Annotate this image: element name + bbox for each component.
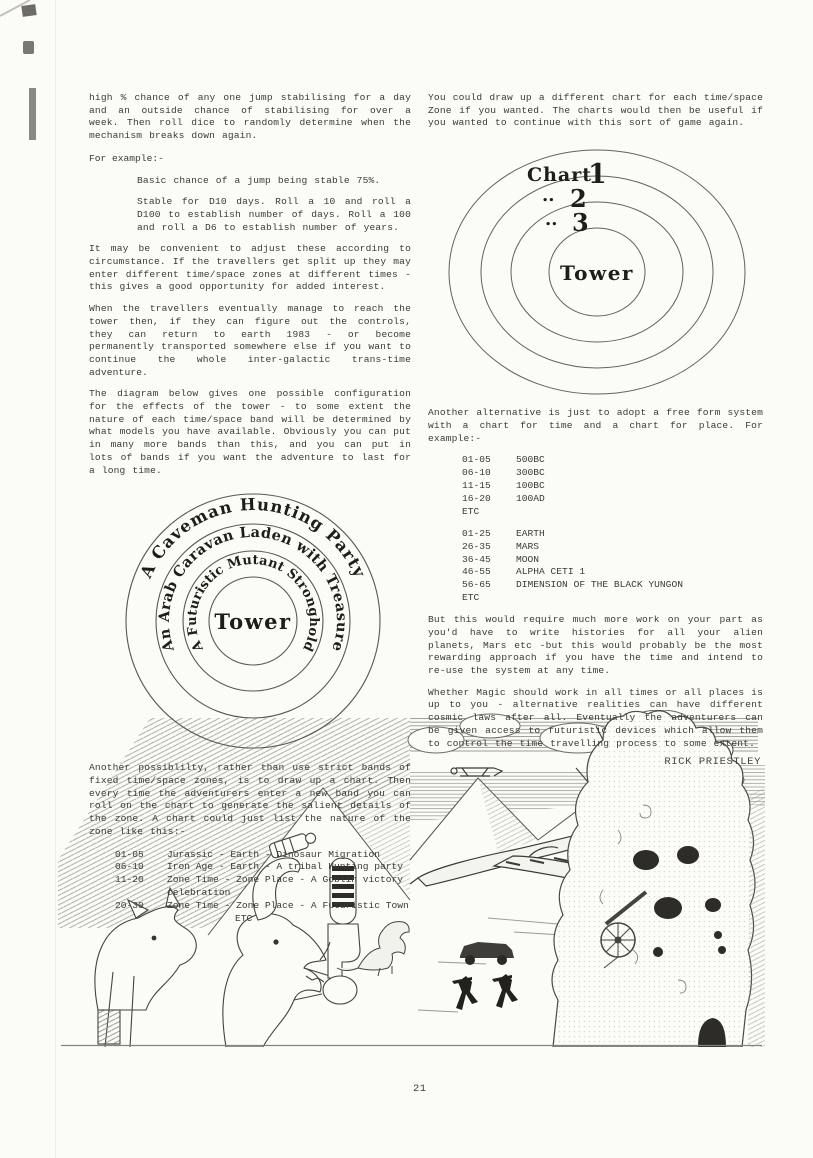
zone-desc: Iron Age - Earth - A tribal Hunting party bbox=[167, 861, 404, 873]
roll-range: 26-35 bbox=[462, 540, 491, 552]
chart-ring2-num: 2 bbox=[570, 184, 587, 214]
example-item: Basic chance of a jump being stable 75%. bbox=[137, 174, 381, 186]
right-column bbox=[428, 92, 763, 768]
time-chart-list bbox=[428, 454, 763, 519]
left-column bbox=[89, 92, 411, 926]
chart-outer-num: 1 bbox=[588, 159, 607, 191]
etc-label: ETC bbox=[462, 592, 480, 604]
roll-range: 56-65 bbox=[462, 579, 491, 591]
for-example-label: For example:- bbox=[89, 152, 164, 164]
place-value: MOON bbox=[516, 553, 540, 565]
margin-mark bbox=[23, 41, 34, 54]
time-value: 300BC bbox=[516, 467, 545, 479]
chart-center-label: Tower bbox=[560, 261, 634, 286]
etc-label: ETC bbox=[462, 505, 480, 517]
scan-fold-line bbox=[55, 0, 56, 1158]
list-item bbox=[428, 454, 763, 467]
ground-lines bbox=[418, 918, 578, 1012]
list-item bbox=[89, 849, 411, 862]
paragraph: You could draw up a different chart for each time/space Zone if you wanted. The charts would then be useful if you wanted to continue with this sort of game again. bbox=[428, 92, 763, 129]
roll-range: 36-45 bbox=[462, 553, 491, 565]
chart-rings-diagram bbox=[442, 146, 752, 398]
paragraph: Another possiblilty, rather than use strict bands of fixed time/space zones, is to draw up a chart. Then every time the adventurers enter a new band you can roll on the chart to generate the salient details of the zone. A chart could just list the nature of the zone like this:- bbox=[89, 762, 411, 837]
roll-range: 06-10 bbox=[115, 861, 144, 873]
paragraph: The diagram below gives one possible configuration for the effects of the tower - to some extent the nature of each time/space band will be determined by what models you have available. Obviously you can put in many more bands than this, and you can put in lots of bands if you want the adventure to last for a long time. bbox=[89, 388, 411, 476]
roll-range: 46-55 bbox=[462, 566, 491, 578]
band-inner-label: A Futuristic Mutant Stronghold bbox=[184, 553, 322, 654]
list-item bbox=[428, 467, 763, 480]
zone-desc: Jurassic - Earth - Dinosaur Migration bbox=[167, 848, 381, 860]
time-value: 100AD bbox=[516, 492, 545, 504]
svg-text:A Futuristic Mutant Stronghold bbox=[185, 553, 321, 655]
zone-chart-list bbox=[89, 849, 411, 926]
roll-range: 11-20 bbox=[115, 874, 144, 886]
list-item bbox=[428, 493, 763, 506]
list-item bbox=[428, 579, 763, 592]
corner-pencil-mark bbox=[0, 0, 40, 20]
list-item bbox=[428, 566, 763, 579]
roll-range: 06-10 bbox=[462, 467, 491, 479]
list-item bbox=[428, 528, 763, 541]
roll-range: 01-25 bbox=[462, 527, 491, 539]
paragraph: It may be convenient to adjust these according to circumstance. If the travellers get split up they may enter different time/space zones at different times -this gives a good opportunity for added interest. bbox=[89, 243, 411, 293]
place-value: ALPHA CETI 1 bbox=[516, 566, 586, 578]
place-value: DIMENSION OF THE BLACK YUNGON bbox=[516, 579, 683, 591]
place-value: MARS bbox=[516, 540, 540, 552]
roll-range: 20-30 bbox=[115, 900, 144, 912]
paragraph: Another alternative is just to adopt a free form system with a chart for time and a chart for place. For example:- bbox=[428, 407, 763, 444]
chart-outer-label: Chart bbox=[527, 164, 593, 187]
time-value: 100BC bbox=[516, 480, 545, 492]
time-space-band-diagram bbox=[113, 483, 393, 753]
author-byline: RICK PRIESTLEY bbox=[664, 756, 761, 769]
list-item bbox=[428, 480, 763, 493]
chart-ring3-num: 3 bbox=[572, 208, 589, 238]
time-value: 500BC bbox=[516, 454, 545, 466]
paragraph: When the travellers eventually manage to reach the tower then, if they can figure out the controls, they can return to earth 1983 - or become permanently transported somewhere else if you want to continue the whole inter-galactic trans-time adventure. bbox=[89, 303, 411, 378]
paragraph: Whether Magic should work in all times or all places is up to you - alternative realities can have different cosmic laws after all. Eventually the adventurers can be given access to futuristic devices which allow them to control the time travelling process to some extent. bbox=[428, 686, 763, 749]
margin-mark bbox=[29, 88, 36, 140]
place-chart-list bbox=[428, 528, 763, 605]
paragraph: high % chance of any one jump stabilising for a day and an outside chance of stabilising for over a week. Then roll dice to randomly determine when the mechanism breaks down again. bbox=[89, 92, 411, 142]
list-item bbox=[89, 900, 411, 913]
band-outer-label: A Caveman Hunting Party bbox=[136, 495, 370, 582]
roll-range: 11-15 bbox=[462, 480, 491, 492]
band-middle-label: An Arab Caravan Laden with Treasure bbox=[155, 524, 351, 655]
ditto-mark: .. bbox=[542, 185, 555, 207]
etc-label: ETC bbox=[235, 913, 253, 925]
zone-desc: Zone Time - Zone Place - A Goblin victory celebration bbox=[167, 874, 404, 899]
page-number: 21 bbox=[413, 1083, 427, 1095]
band-center-label: Tower bbox=[214, 609, 292, 635]
jeep-vehicle bbox=[460, 942, 514, 965]
list-item bbox=[428, 541, 763, 554]
roll-range: 16-20 bbox=[462, 492, 491, 504]
zone-desc: Zone Time - Zone Place - A Futuristic Town bbox=[167, 900, 409, 912]
place-value: EARTH bbox=[516, 527, 545, 539]
roll-range: 01-05 bbox=[115, 848, 144, 860]
list-item bbox=[89, 861, 411, 874]
list-item bbox=[428, 554, 763, 567]
example-item: Stable for D10 days. Roll a 10 and roll a D100 to establish number of days. Roll a 100 and roll a D6 to establish number of years. bbox=[137, 196, 411, 233]
right-cliff-hatching bbox=[748, 788, 765, 1047]
roll-range: 01-05 bbox=[462, 454, 491, 466]
paragraph: But this would require much more work on your part as you'd have to write histories for all your alien planets, Mars etc -but this would probably be the most rewarding approach if you have the time and intend to re-use the system at any time. bbox=[428, 614, 763, 676]
soldier-figures bbox=[452, 974, 518, 1010]
ditto-mark: .. bbox=[545, 209, 558, 231]
list-item bbox=[89, 874, 411, 900]
